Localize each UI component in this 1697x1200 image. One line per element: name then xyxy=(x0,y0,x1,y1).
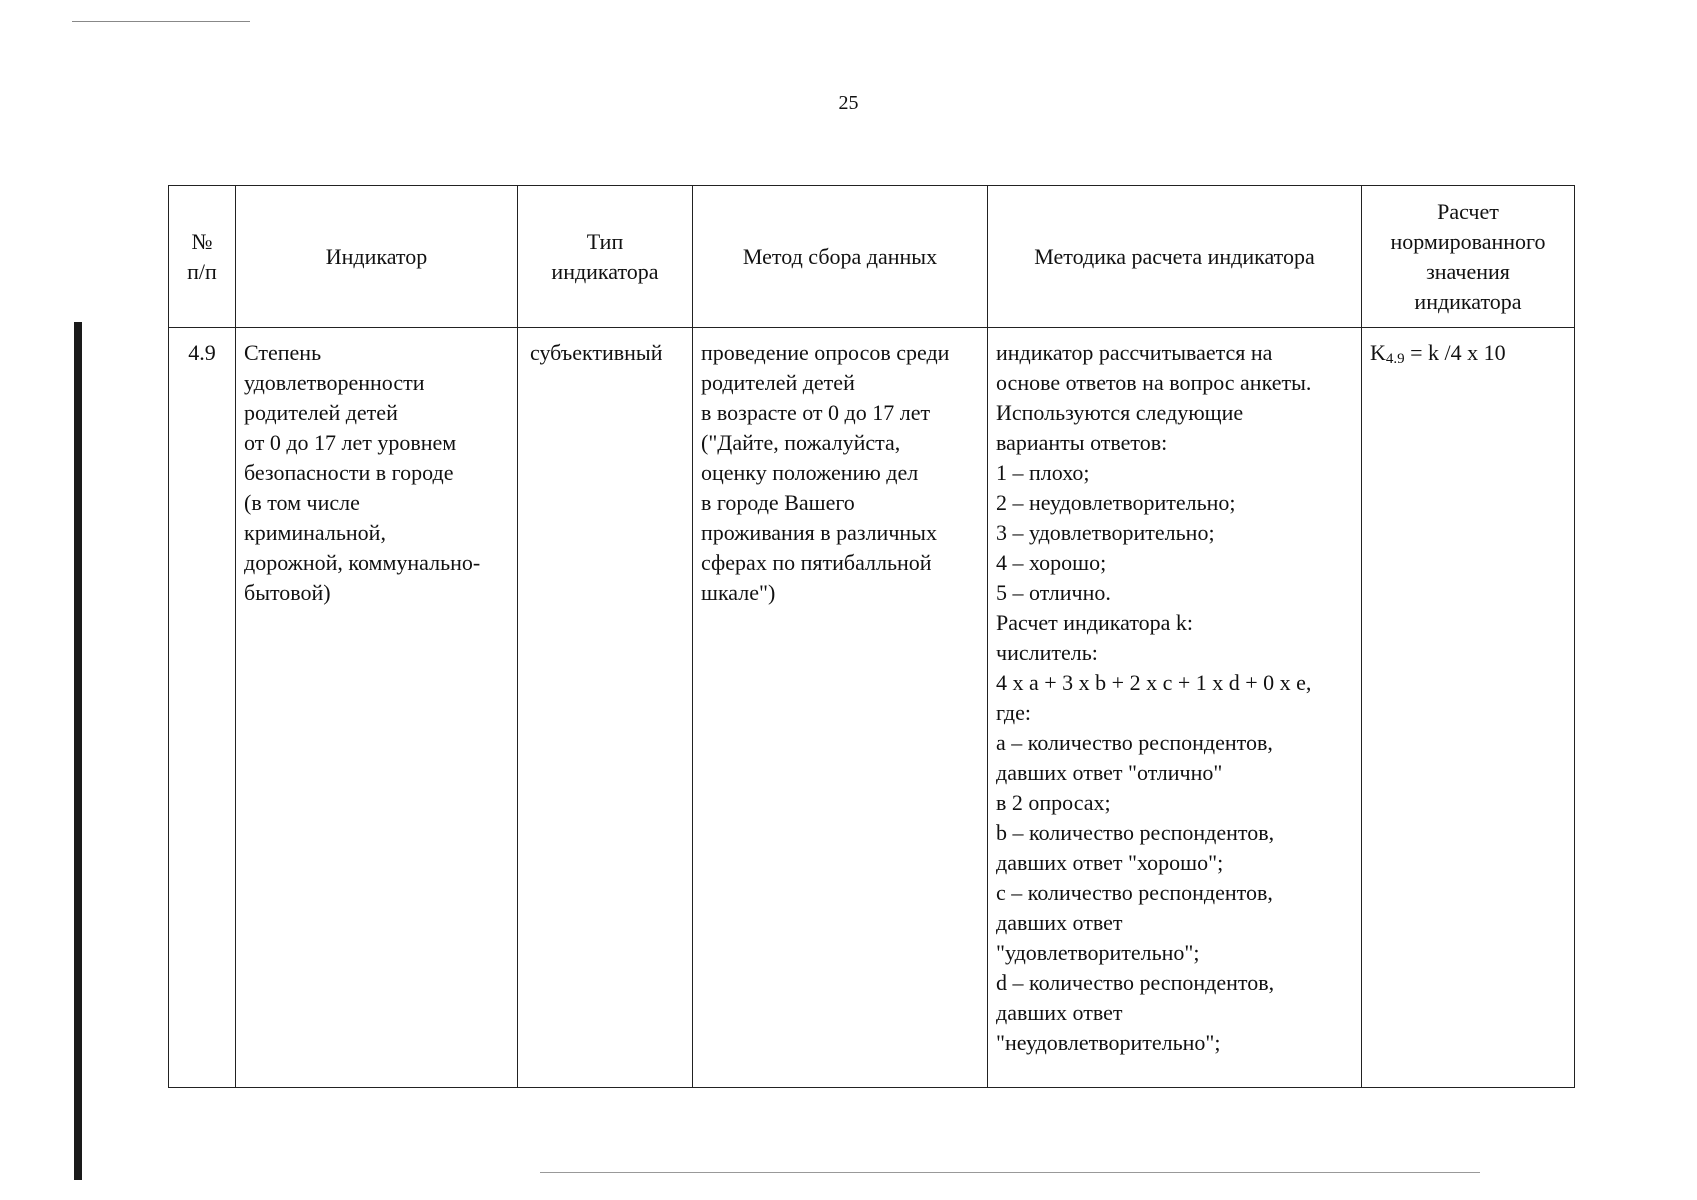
text-line: Степень xyxy=(244,340,322,365)
row-type: субъективный xyxy=(518,328,693,1088)
k-symbol: K xyxy=(1370,340,1386,365)
text-line: от 0 до 17 лет уровнем xyxy=(244,430,457,455)
text-line: 2 – неудовлетворительно; xyxy=(996,490,1236,515)
header-indicator xyxy=(236,186,518,328)
text-line: числитель: xyxy=(996,640,1098,665)
row-calc-method xyxy=(988,328,1362,1088)
text-line: удовлетворенности xyxy=(244,370,425,395)
text-line: 4 x a + 3 x b + 2 x c + 1 x d + 0 x e, xyxy=(996,670,1312,695)
row-num: 4.9 xyxy=(169,328,236,1088)
text-line: индикатор рассчитывается на xyxy=(996,340,1273,365)
text-line: давших ответ "хорошо"; xyxy=(996,850,1224,875)
k-subscript: 4.9 xyxy=(1385,351,1405,367)
text-line: "неудовлетворительно"; xyxy=(996,1030,1221,1055)
indicator-table xyxy=(168,185,1575,1088)
text-line: a – количество респондентов, xyxy=(996,730,1273,755)
text-line: (в том числе xyxy=(244,490,360,515)
text-line: индикатора xyxy=(551,258,659,284)
row-normalized xyxy=(1362,328,1575,1088)
text-line: проведение опросов среди xyxy=(701,340,950,365)
header-type xyxy=(518,186,693,328)
header-method xyxy=(693,186,988,328)
text-line: дорожной, коммунально- xyxy=(244,550,481,575)
text-line: № xyxy=(191,228,213,254)
text-line: Метод сбора данных xyxy=(742,243,938,269)
text-line: давших ответ xyxy=(996,910,1123,935)
header-row xyxy=(169,186,1575,328)
text-line: Расчет xyxy=(1437,198,1499,224)
page-number: 25 xyxy=(838,92,859,114)
text-line: Индикатор xyxy=(325,243,428,269)
text-line: давших ответ "отлично" xyxy=(996,760,1223,785)
text-line: основе ответов на вопрос анкеты. xyxy=(996,370,1312,395)
header-calc-method xyxy=(988,186,1362,328)
text-line: в 2 опросах; xyxy=(996,790,1111,815)
text-line: ("Дайте, пожалуйста, xyxy=(701,430,901,455)
text-line: где: xyxy=(996,700,1031,725)
row-method xyxy=(693,328,988,1088)
text-line: родителей детей xyxy=(701,370,855,395)
text-line: родителей детей xyxy=(244,400,398,425)
left-scan-bar xyxy=(74,322,82,1180)
text-line: b – количество респондентов, xyxy=(996,820,1275,845)
top-scan-rule xyxy=(72,21,250,22)
text-line: Методика расчета индикатора xyxy=(1034,243,1315,269)
text-line: 3 – удовлетворительно; xyxy=(996,520,1215,545)
text-line: оценку положению дел xyxy=(701,460,919,485)
text-line: криминальной, xyxy=(244,520,386,545)
text-line: п/п xyxy=(187,258,217,284)
text-line: 4 – хорошо; xyxy=(996,550,1107,575)
text-line: в возрасте от 0 до 17 лет xyxy=(701,400,931,425)
text-line: "удовлетворительно"; xyxy=(996,940,1200,965)
text-line: бытовой) xyxy=(244,580,331,605)
text-line: безопасности в городе xyxy=(244,460,454,485)
text-line: индикатора xyxy=(1414,288,1522,314)
text-line: нормированного xyxy=(1390,228,1546,254)
text-line: давших ответ xyxy=(996,1000,1123,1025)
text-line: 1 – плохо; xyxy=(996,460,1090,485)
text-line: c – количество респондентов, xyxy=(996,880,1273,905)
text-line: проживания в различных xyxy=(701,520,937,545)
header-normalized xyxy=(1362,186,1575,328)
text-line: в городе Вашего xyxy=(701,490,855,515)
text-line: варианты ответов: xyxy=(996,430,1168,455)
text-line: Расчет индикатора k: xyxy=(996,610,1194,635)
text-line: значения xyxy=(1426,258,1510,284)
bottom-scan-rule xyxy=(540,1172,1480,1173)
text-line: d – количество респондентов, xyxy=(996,970,1275,995)
text-line: шкале") xyxy=(701,580,776,605)
row-indicator xyxy=(236,328,518,1088)
text-line: Тип xyxy=(586,228,624,254)
header-num xyxy=(169,186,236,328)
text-line: 5 – отлично. xyxy=(996,580,1111,605)
text-line: сферах по пятибалльной xyxy=(701,550,932,575)
table-row xyxy=(169,328,1575,1088)
text-line: Используются следующие xyxy=(996,400,1244,425)
formula-rest: = k /4 x 10 xyxy=(1404,340,1506,365)
